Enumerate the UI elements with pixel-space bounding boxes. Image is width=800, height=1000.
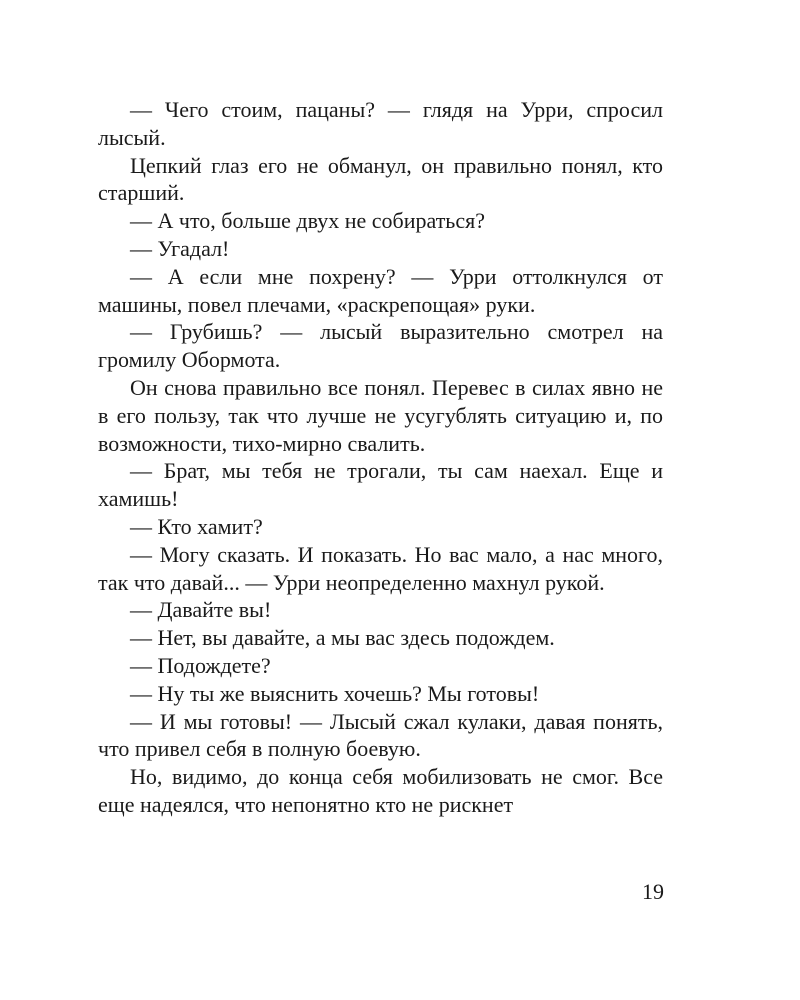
paragraph: — Кто хамит?	[130, 513, 263, 539]
paragraph: Он снова правильно все понял. Перевес в силах явно не в его пользу, так что лучше не усугублять ситуацию и, по возможности, тихо-мирно свалить.	[98, 374, 663, 456]
paragraph: — Брат, мы тебя не трогали, ты сам наехал. Еще и хамишь!	[98, 458, 663, 512]
paragraph: — И мы готовы! — Лысый сжал кулаки, давая понять, что привел себя в полную боевую.	[98, 708, 663, 762]
paragraph: — Нет, вы давайте, а мы вас здесь подождем.	[130, 625, 555, 651]
paragraph: Но, видимо, до конца себя мобилизовать не смог. Все еще надеялся, что непонятно кто не рискнет	[98, 764, 663, 817]
paragraph: — А что, больше двух не собираться?	[130, 208, 485, 234]
paragraph: — Ну ты же выяснить хочешь? Мы готовы!	[130, 680, 540, 706]
paragraph: Цепкий глаз его не обманул, он правильно понял, кто старший.	[98, 152, 663, 206]
paragraph: — А если мне похрену? — Урри оттолкнулся от машины, повел плечами, «раскрепощая» руки.	[98, 263, 663, 317]
paragraph: — Чего стоим, пацаны? — глядя на Урри, спросил лысый.	[98, 97, 663, 150]
paragraph: — Могу сказать. И показать. Но вас мало, а нас много, так что давай... — Урри неопределенно махнул рукой.	[98, 541, 663, 595]
paragraph: — Давайте вы!	[130, 597, 272, 623]
page-number: 19	[642, 879, 664, 904]
paragraph: — Подождете?	[130, 652, 271, 678]
paragraph: — Угадал!	[130, 235, 230, 261]
paragraph: — Грубишь? — лысый выразительно смотрел на громилу Обормота.	[98, 319, 663, 373]
body-text	[98, 96, 663, 819]
